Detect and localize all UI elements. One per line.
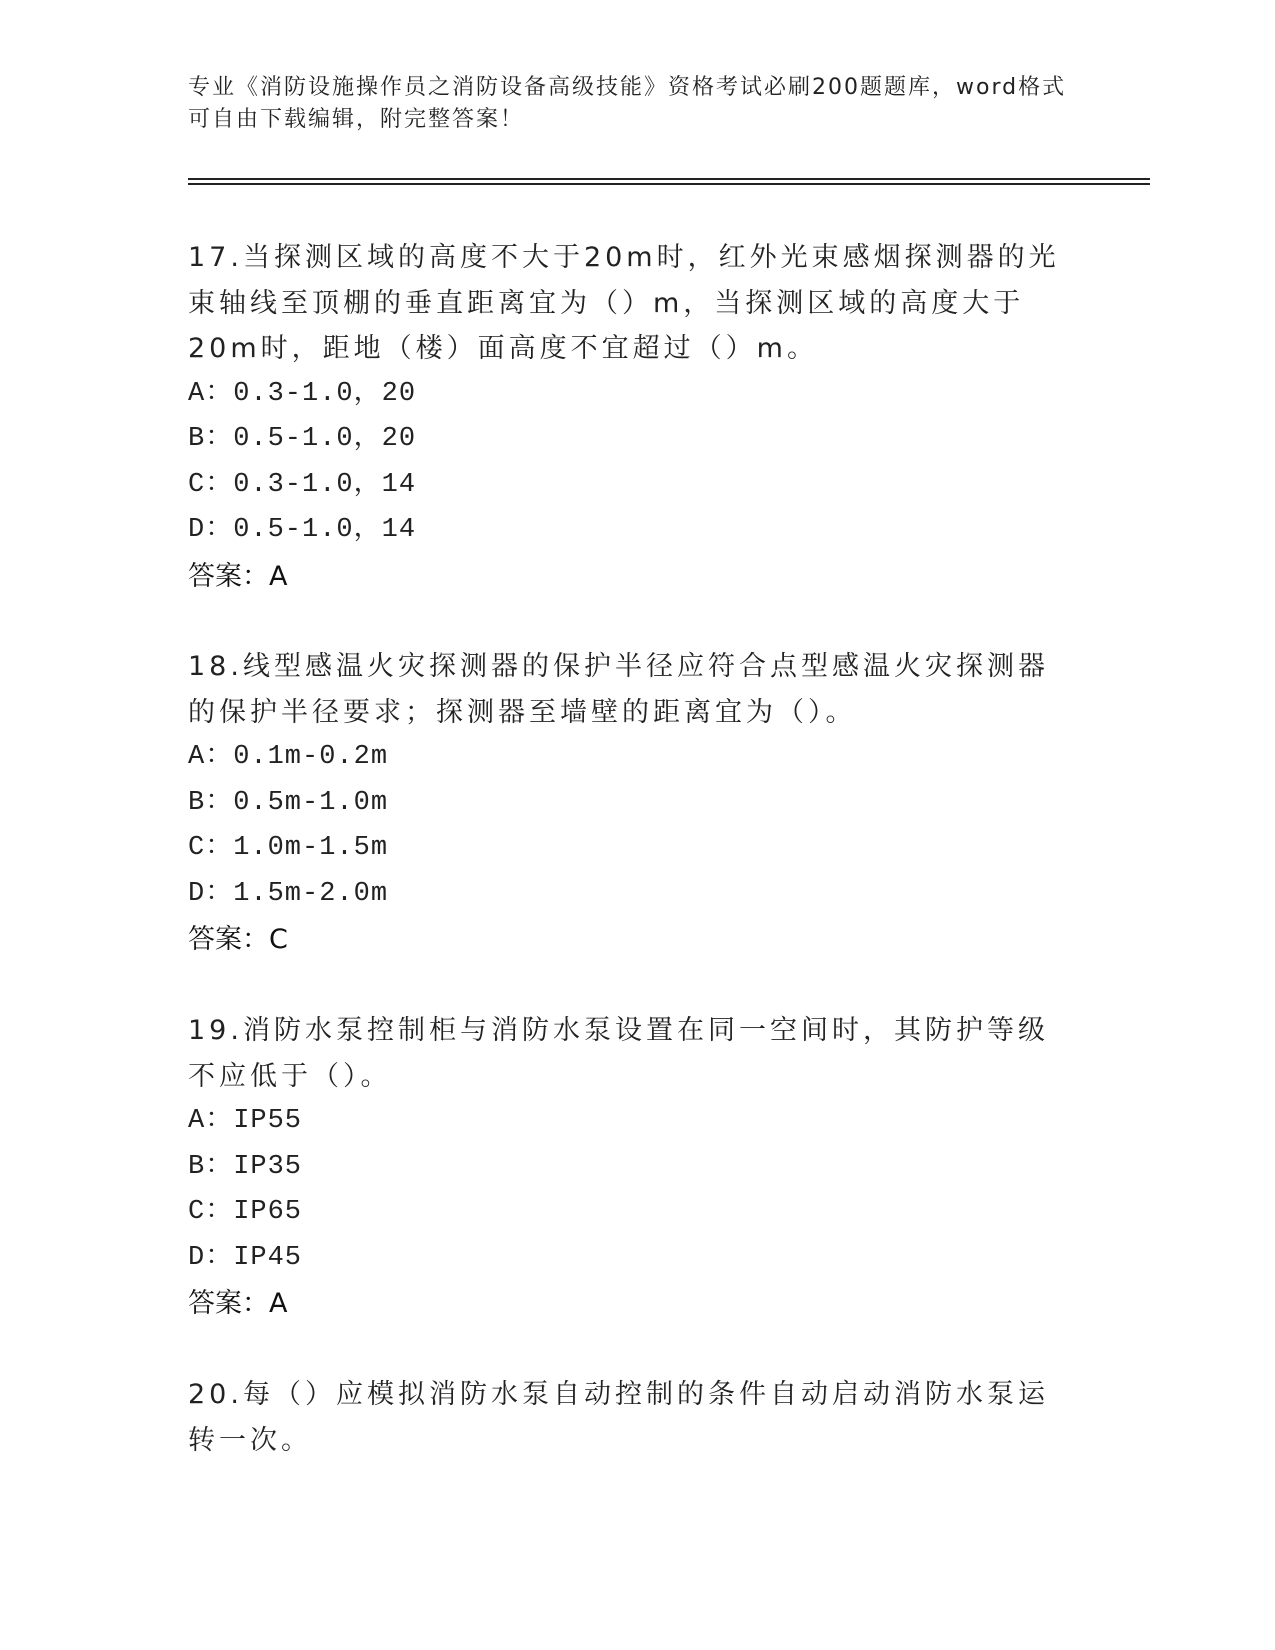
option-d: D：0.5-1.0，14 <box>188 515 417 545</box>
option-a: A：IP55 <box>188 1106 303 1136</box>
header-divider-top <box>188 178 1150 180</box>
answer-label: 答案：C <box>188 924 288 955</box>
option-a: A：0.3-1.0，20 <box>188 378 417 409</box>
option-d: D：IP45 <box>188 1242 303 1273</box>
question-text: 17.当探测区域的高度不大于20m时，红外光束感烟探测器的光束轴线至顶棚的垂直距离宜为（）m，当探测区域的高度大于20m时，距地（楼）面高度不宜超过（）m。 <box>188 242 1060 364</box>
option-b: B：IP35 <box>188 1151 303 1182</box>
option-d: D：1.5m-2.0m <box>188 878 389 909</box>
question-text: 19.消防水泵控制柜与消防水泵设置在同一空间时，其防护等级不应低于（）。 <box>188 1015 1049 1092</box>
header-divider-bottom <box>188 183 1150 185</box>
option-b: B：0.5m-1.0m <box>188 787 389 818</box>
question-19 <box>188 1008 1068 1327</box>
question-17 <box>188 235 1068 599</box>
option-c: C：1.0m-1.5m <box>188 833 389 863</box>
answer-label: 答案：A <box>188 1288 288 1319</box>
question-18 <box>188 644 1068 963</box>
question-text: 20.每（）应模拟消防水泵自动控制的条件自动启动消防水泵运转一次。 <box>188 1379 1049 1456</box>
option-a: A：0.1m-0.2m <box>188 742 389 772</box>
answer-label: 答案：A <box>188 560 288 592</box>
question-20 <box>188 1372 1068 1463</box>
document-header: 专业《消防设施操作员之消防设备高级技能》资格考试必刷200题题库，word格式可自由下载编辑，附完整答案！ <box>188 75 1067 132</box>
option-c: C：0.3-1.0，14 <box>188 469 417 500</box>
option-c: C：IP65 <box>188 1197 303 1227</box>
question-text: 18.线型感温火灾探测器的保护半径应符合点型感温火灾探测器的保护半径要求；探测器至墙壁的距离宜为（）。 <box>188 651 1049 728</box>
option-b: B：0.5-1.0，20 <box>188 424 417 454</box>
